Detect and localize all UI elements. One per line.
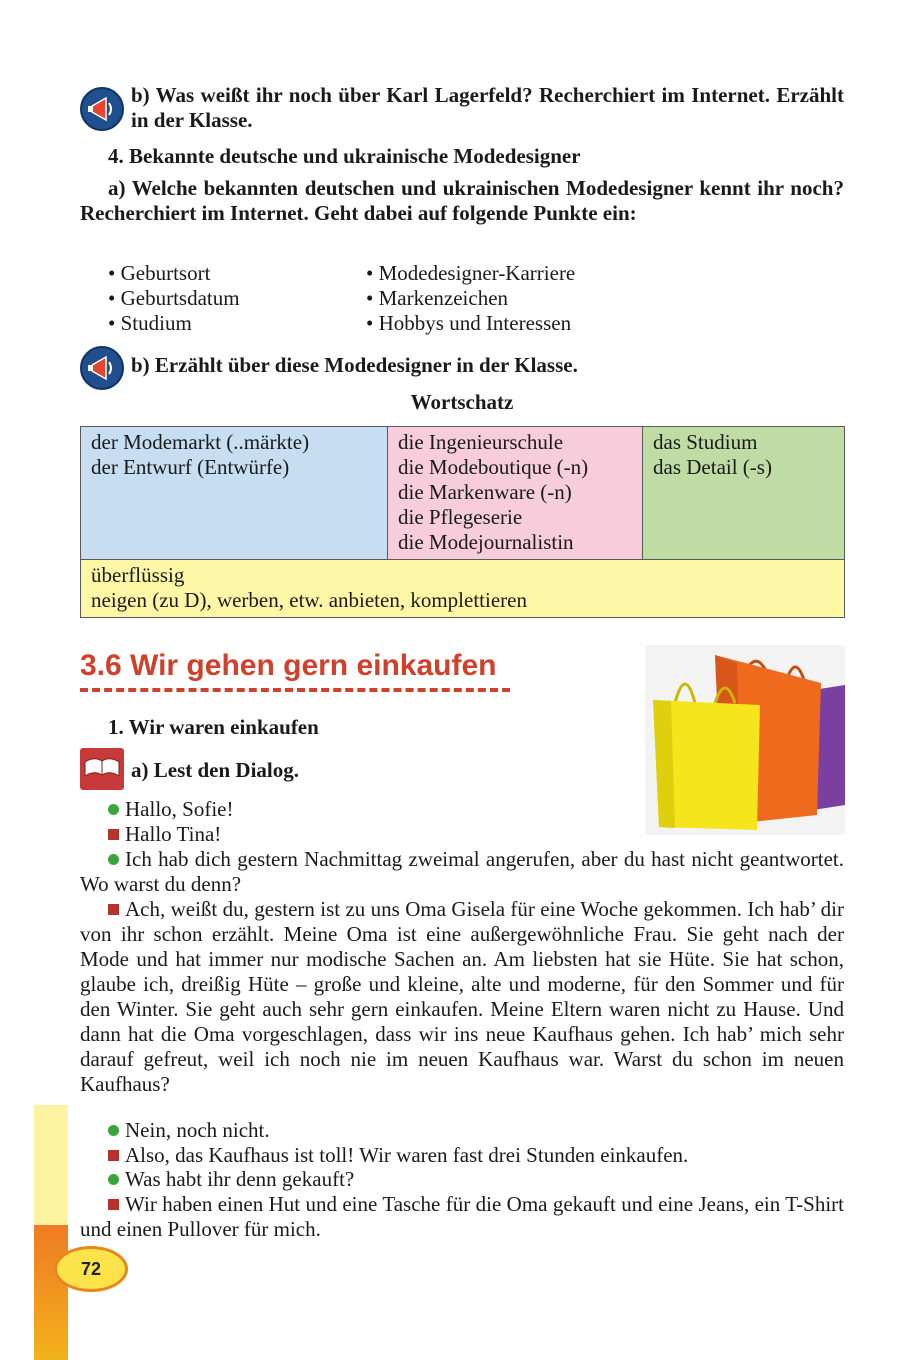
vocab-cell-neuter: [643, 427, 845, 560]
green-dot-bullet: [108, 804, 119, 815]
dialog-line: Was habt ihr denn gekauft?: [108, 1167, 844, 1192]
vocab-item: die Modejournalistin: [398, 530, 574, 554]
wortschatz-table: [80, 426, 845, 618]
list-item: • Geburtsort: [108, 261, 211, 285]
dialog-line: Wir haben einen Hut und eine Tasche für die Oma gekauft und eine Jeans, ein T-Shirt und einen Pullover für mich.: [80, 1192, 844, 1241]
points-list-left: [108, 261, 358, 336]
vocab-item: die Ingenieurschule: [398, 430, 564, 454]
list-item: • Hobbys und Interessen: [366, 311, 572, 335]
red-square-bullet: [108, 829, 119, 840]
red-square-bullet: [108, 1199, 119, 1210]
shopping-bags-image: [645, 645, 845, 835]
dialog-line: Hallo, Sofie!: [108, 797, 608, 822]
green-dot-bullet: [108, 1125, 119, 1136]
vocab-item: das Detail (-s): [653, 455, 772, 479]
red-square-bullet: [108, 1150, 119, 1161]
list-item: • Geburtsdatum: [108, 286, 240, 310]
vocab-cell-feminine: [388, 427, 643, 560]
list-item: • Studium: [108, 311, 192, 335]
dialog-line: Ich hab dich gestern Nachmittag zweimal angerufen, aber du hast nicht geantwortet. Wo warst du denn?: [80, 847, 844, 896]
task-b-lagerfeld: b) Was weißt ihr noch über Karl Lagerfeld? Recherchiert im Internet. Erzählt in der Klasse.: [131, 83, 844, 132]
green-dot-bullet: [108, 1174, 119, 1185]
vocab-item: die Pflegeserie: [398, 505, 523, 529]
list-item: • Markenzeichen: [366, 286, 509, 310]
green-dot-bullet: [108, 854, 119, 865]
dialog-line: Nein, noch nicht.: [108, 1118, 844, 1143]
dialog-line: Ach, weißt du, gestern ist zu uns Oma Gisela für eine Woche gekommen. Ich hab’ dir von ihr schon erzählt. Meine Oma ist eine außergewöhnliche Frau. Sie geht nach der Mode und hat immer nur modische Sachen an. Am liebsten hat sie Hüte. Sie hat schon, glaube ich, dreißig Hüte – große und kleine, alte und moderne, für den Sommer und für den Winter. Sie geht auch sehr gern einkaufen. Meine Eltern waren nicht zu Hause. Und dann hat die Oma vorgeschlagen, dass wir ins neue Kaufhaus gehen. Ich hab’ mich sehr darauf gefreut, weil ich noch nie im neuen Kaufhaus war. Warst du schon im neuen Kaufhaus?: [80, 897, 844, 1096]
task-1a: a) Lest den Dialog.: [131, 758, 299, 782]
vocab-item: der Entwurf (Entwürfe): [91, 455, 290, 479]
megaphone-icon: [80, 87, 124, 131]
task-4b: b) Erzählt über diese Modedesigner in der Klasse.: [131, 353, 578, 377]
vocab-cell-masculine: [81, 427, 388, 560]
points-list-right: [366, 261, 666, 336]
margin-stripe-orange: [34, 1225, 68, 1360]
task-4-title: 4. Bekannte deutsche und ukrainische Modedesigner: [108, 144, 581, 168]
task-1-title: 1. Wir waren einkaufen: [108, 715, 319, 739]
section-title: 3.6 Wir gehen gern einkaufen: [80, 649, 497, 682]
dialog-line: Also, das Kaufhaus ist toll! Wir waren fast drei Stunden einkaufen.: [108, 1143, 844, 1168]
vocab-item: das Studium: [653, 430, 758, 454]
vocab-item: die Markenware (-n): [398, 480, 572, 504]
open-book-icon: [80, 748, 124, 790]
vocab-item: der Modemarkt (..märkte): [91, 430, 310, 454]
vocab-item: die Modeboutique (-n): [398, 455, 589, 479]
megaphone-icon: [80, 346, 124, 390]
list-item: • Modedesigner-Karriere: [366, 261, 576, 285]
vocab-item: neigen (zu D), werben, etw. anbieten, komplettieren: [91, 588, 527, 612]
wortschatz-title: Wortschatz: [410, 390, 514, 414]
section-title-underline: [80, 688, 510, 692]
dialog-line: Hallo Tina!: [108, 822, 608, 847]
red-square-bullet: [108, 904, 119, 915]
page-number: 72: [80, 1259, 102, 1279]
task-4a: a) Welche bekannten deutschen und ukrainischen Modedesigner kennt ihr noch? Recherchiert im Internet. Geht dabei auf folgende Punkte ein:: [80, 176, 844, 225]
vocab-item: überflüssig: [91, 563, 185, 587]
vocab-cell-other: [81, 560, 845, 618]
page-number-badge: [54, 1246, 128, 1292]
